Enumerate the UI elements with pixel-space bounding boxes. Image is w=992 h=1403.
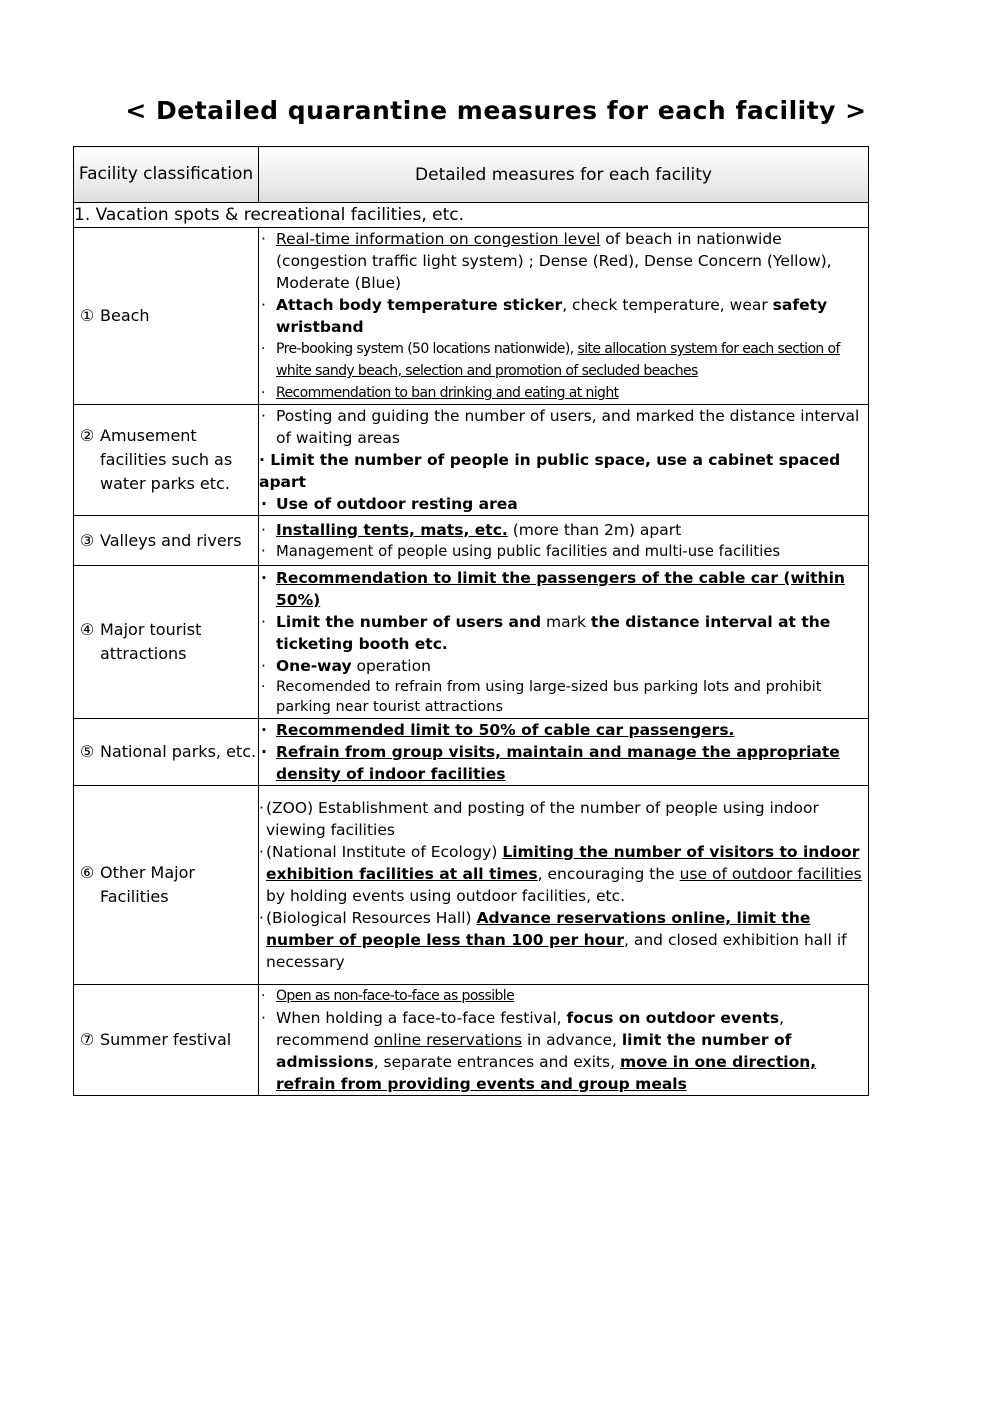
table-row-amusement (74, 405, 869, 516)
measures-cell (259, 405, 869, 516)
table-row-summer-festival (74, 985, 869, 1096)
table-row-beach (74, 228, 869, 405)
facility-cell (74, 405, 259, 516)
measure-item-biological: · (Biological Resources Hall) Advance reservations online, limit the number of people less than 100 per hour, and closed exhibition hall if necessary (259, 907, 868, 973)
measure-item: · Recommended limit to 50% of cable car passengers. (259, 719, 868, 741)
page-title: < Detailed quarantine measures for each facility > (125, 96, 867, 125)
measures-table (73, 146, 869, 1096)
facility-label: Major tourist attractions (100, 620, 202, 663)
table-row-tourist-attractions (74, 566, 869, 719)
measure-item: · Installing tents, mats, etc. (more than 2m) apart (259, 519, 868, 541)
measure-item-zoo: · (ZOO) Establishment and posting of the number of people using indoor viewing facilities (259, 797, 868, 841)
measure-item: · One-way operation (259, 655, 868, 677)
header-facility-classification: Facility classification (74, 147, 259, 203)
facility-number: ③ (79, 530, 95, 550)
measure-item: · Recommendation to ban drinking and eating at night (259, 382, 868, 404)
facility-label: Valleys and rivers (100, 530, 242, 550)
facility-cell (74, 516, 259, 566)
section-title: 1. Vacation spots & recreational facilities, etc. (74, 203, 869, 228)
measures-cell (259, 719, 869, 786)
facility-label: Beach (100, 306, 150, 325)
facility-cell (74, 985, 259, 1096)
measure-item: · Posting and guiding the number of users, and marked the distance interval of waiting areas (259, 405, 868, 449)
measures-cell (259, 566, 869, 719)
facility-label: Amusement facilities such as water parks etc. (100, 426, 233, 493)
facility-cell (74, 719, 259, 786)
facility-cell (74, 228, 259, 405)
measure-item: · Attach body temperature sticker, check temperature, wear safety wristband (259, 294, 868, 338)
table-row-other-facilities (74, 786, 869, 985)
measure-item-ecology: · (National Institute of Ecology) Limiting the number of visitors to indoor exhibition facilities at all times, encouraging the use of outdoor facilities by holding events using outdoor facilities, etc. (259, 841, 868, 907)
measure-item: · Limit the number of users and mark the distance interval at the ticketing booth etc. (259, 611, 868, 655)
measure-item: · Recommendation to limit the passengers of the cable car (within 50%) (259, 567, 868, 611)
measures-cell (259, 516, 869, 566)
measure-item: · Limit the number of people in public space, use a cabinet spaced apart (259, 451, 841, 491)
facility-label: Other Major Facilities (100, 863, 195, 906)
measures-cell (259, 985, 869, 1096)
facility-label: Summer festival (100, 1030, 232, 1049)
facility-label: National parks, etc. (100, 742, 257, 761)
measures-cell (259, 786, 869, 985)
facility-number: ① (79, 306, 95, 325)
facility-cell (74, 786, 259, 985)
measure-item: · Refrain from group visits, maintain and manage the appropriate density of indoor facilities (259, 741, 868, 785)
section-row (74, 203, 869, 228)
facility-cell (74, 566, 259, 719)
measure-item: · Use of outdoor resting area (259, 493, 868, 515)
measure-item: · Open as non-face-to-face as possible (259, 985, 868, 1007)
measure-item: · Pre-booking system (50 locations nationwide), site allocation system for each section of white sandy beach, selection and promotion of secluded beaches (259, 338, 868, 382)
measures-cell (259, 228, 869, 405)
header-detailed-measures: Detailed measures for each facility (259, 147, 869, 203)
measure-item: · When holding a face-to-face festival, focus on outdoor events, recommend online reservations in advance, limit the number of admissions, separate entrances and exits, move in one direction, refrain from providing events and group meals (259, 1007, 868, 1095)
facility-number: ④ (79, 620, 95, 639)
measure-item: · Management of people using public facilities and multi-use facilities (259, 541, 868, 563)
measure-item: · Recomended to refrain from using large-sized bus parking lots and prohibit parking near tourist attractions (259, 677, 868, 717)
table-row-valleys (74, 516, 869, 566)
table-row-national-parks (74, 719, 869, 786)
facility-number: ⑤ (79, 742, 95, 761)
measure-item: · Real-time information on congestion level of beach in nationwide (congestion traffic light system) ; Dense (Red), Dense Concern (Yellow), Moderate (Blue) (259, 228, 868, 294)
facility-number: ⑥ (79, 863, 95, 882)
facility-number: ② (79, 426, 95, 445)
table-header-row (74, 147, 869, 203)
facility-number: ⑦ (79, 1030, 95, 1049)
